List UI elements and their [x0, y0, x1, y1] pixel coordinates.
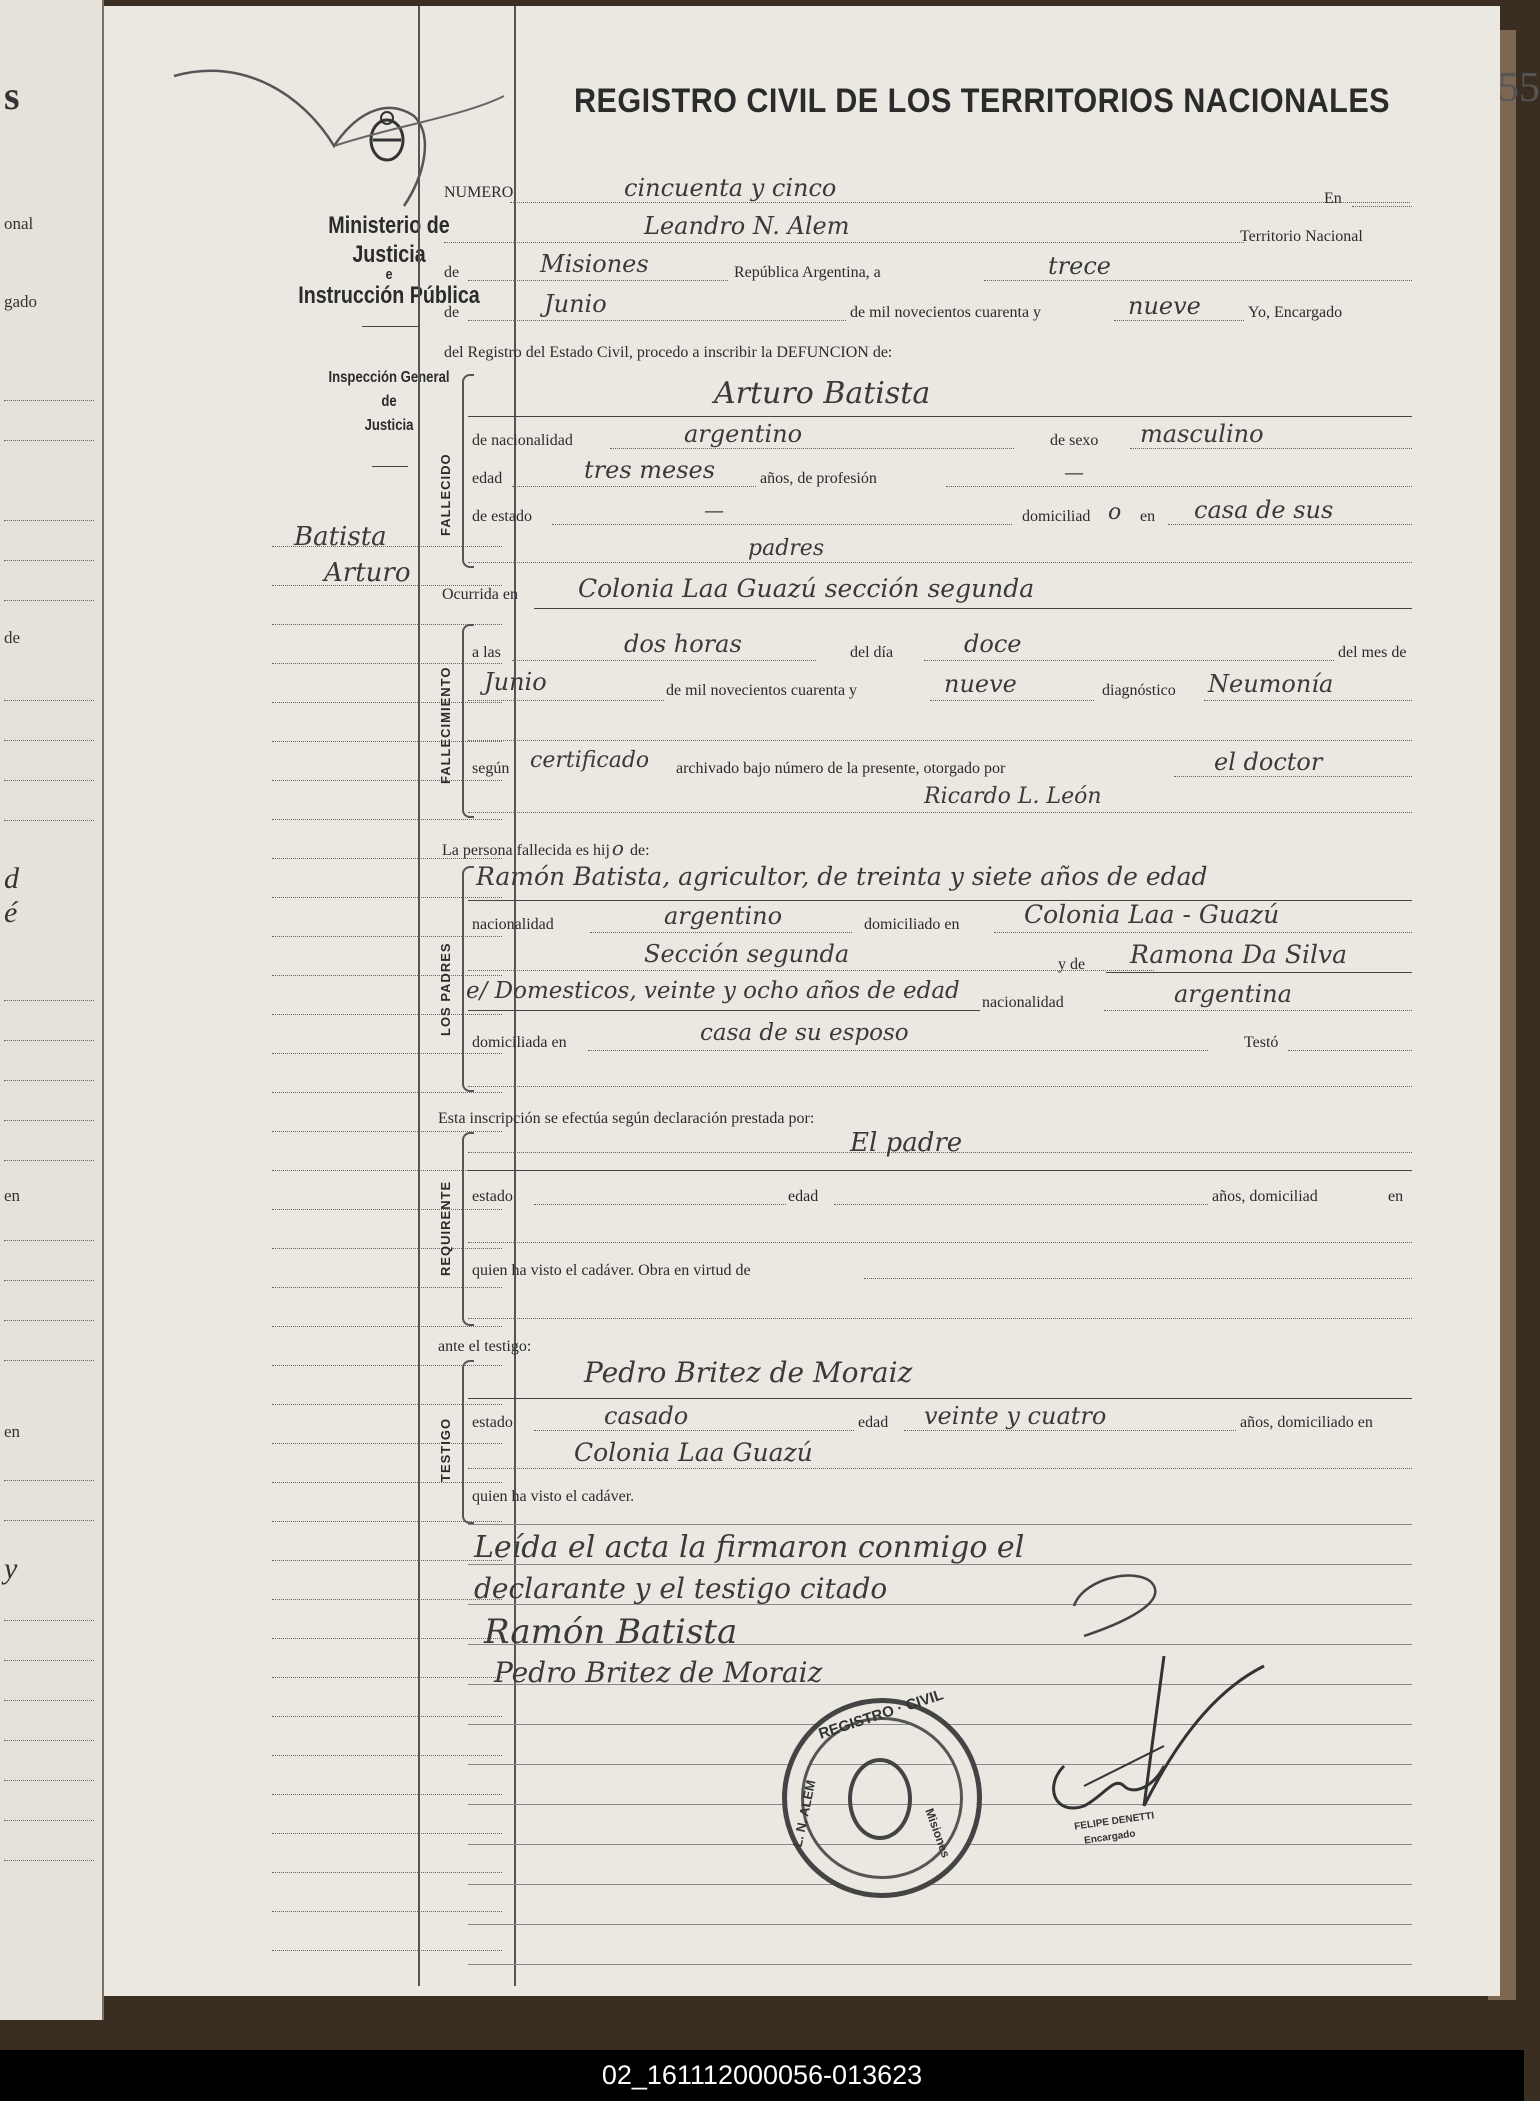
padres-label: LOS PADRES — [438, 942, 453, 1036]
dotted-line — [994, 932, 1412, 933]
seal-emblem-icon — [848, 1758, 912, 1840]
registry-page — [104, 6, 1540, 1996]
ocurrida-label: Ocurrida en — [442, 586, 518, 603]
dotted-line — [930, 700, 1094, 701]
father-line: Ramón Batista, agricultor, de treinta y siete años de edad — [476, 862, 1208, 891]
ministry-line-2: Instrucción Pública — [298, 282, 480, 309]
inspection-line-3: Justicia — [364, 417, 414, 434]
de-label-2: de — [444, 304, 460, 321]
de-label: de — [444, 264, 460, 281]
dotted-line — [924, 660, 1334, 661]
a-las-label: a las — [472, 644, 501, 661]
father-domicilio: Colonia Laa - Guazú — [1024, 900, 1280, 929]
left-fragment: de — [4, 628, 21, 647]
domicilio-cont: padres — [748, 536, 825, 561]
previous-page — [0, 0, 104, 2020]
territory-value: Misiones — [540, 250, 649, 278]
body-ruled-line — [468, 1884, 1412, 1885]
left-fragment: s — [4, 73, 20, 118]
bracket — [462, 1132, 474, 1326]
dotted-line — [444, 242, 1244, 243]
mother-name: Ramona Da Silva — [1130, 940, 1348, 969]
margin-given-name: Arturo — [324, 558, 411, 588]
file-id-bar: 02_161112000056-013623 — [0, 2050, 1524, 2101]
hora-value: dos horas — [624, 630, 742, 658]
otorgado-value: el doctor — [1214, 748, 1323, 776]
closing-line-2: declarante y el testigo citado — [474, 1572, 888, 1605]
ministry-conjunction: e — [385, 266, 393, 283]
margin-ruled-line — [272, 1638, 502, 1639]
dotted-line — [468, 812, 1412, 813]
solid-line — [468, 1398, 1412, 1399]
persona-intro-suffix: o — [611, 836, 624, 860]
testigo-estado-value: casado — [604, 1402, 689, 1430]
dotted-line — [984, 280, 1412, 281]
anos-profesion-label: años, de profesión — [760, 470, 877, 487]
father-nacionalidad-label: nacionalidad — [472, 916, 554, 933]
testigo-edad-value: veinte y cuatro — [924, 1402, 1107, 1430]
estado-value: — — [704, 498, 724, 522]
testigo-estado-label: estado — [472, 1414, 513, 1431]
dotted-line — [1204, 700, 1412, 701]
dotted-line — [864, 1278, 1412, 1279]
dotted-line — [510, 202, 1410, 203]
margin-ruled-line — [272, 1872, 502, 1873]
signature-declarant: Ramón Batista — [484, 1612, 738, 1652]
testigo-intro: ante el testigo: — [438, 1338, 532, 1355]
margin-ruled-line — [272, 1911, 502, 1912]
edad-value: tres meses — [584, 456, 716, 484]
mother-nacionalidad-label: nacionalidad — [982, 994, 1064, 1011]
divider — [372, 466, 408, 467]
dotted-line — [468, 320, 846, 321]
left-fragment: en — [4, 1422, 21, 1441]
dia-value: doce — [964, 630, 1022, 658]
requirente-en-label: en — [1388, 1188, 1404, 1205]
nacionalidad-value: argentino — [684, 420, 803, 448]
dotted-line — [1352, 206, 1412, 207]
ministry-line-1: Ministerio de Justicia — [328, 212, 450, 268]
testigo-label: TESTIGO — [438, 1417, 453, 1482]
divider — [362, 326, 418, 327]
dotted-line — [468, 1242, 1412, 1243]
signature-flourish-icon — [1064, 1566, 1174, 1646]
closing-line-1: Leída el acta la firmaron conmigo el — [474, 1530, 1025, 1565]
margin-ruled-line — [272, 1716, 502, 1717]
body-ruled-line — [468, 1964, 1412, 1965]
ocurrida-value: Colonia Laa Guazú sección segunda — [578, 574, 1035, 603]
day-value: trece — [1048, 252, 1111, 280]
body-ruled-line — [468, 1924, 1412, 1925]
mother-domicilio: casa de su esposo — [700, 1020, 909, 1046]
mother-nacionalidad: argentina — [1174, 980, 1292, 1008]
dotted-line — [1168, 524, 1412, 525]
seal-top-text: REGISTRO · CIVIL — [816, 1686, 946, 1743]
solid-line — [468, 1170, 1412, 1171]
diagnostico-label: diagnóstico — [1102, 682, 1176, 699]
fallecimiento-year-value: nueve — [944, 670, 1017, 698]
left-fragment: en — [4, 1186, 21, 1205]
requirente-value: El padre — [850, 1128, 963, 1158]
body-ruled-line — [468, 1524, 1412, 1525]
edad-label: edad — [472, 470, 503, 487]
inspection-heading — [311, 366, 467, 438]
estado-label: de estado — [472, 508, 532, 525]
fallecimiento-year-prefix: de mil novecientos cuarenta y — [666, 682, 858, 699]
dotted-line — [512, 660, 816, 661]
dotted-line — [1174, 776, 1412, 777]
en-label: En — [1324, 190, 1342, 207]
del-mes-label: del mes de — [1338, 644, 1407, 661]
father-domicilio-cont: Sección segunda — [644, 940, 850, 968]
left-fragment: onal — [4, 214, 34, 233]
margin-ruled-line — [272, 1560, 502, 1561]
year-value: nueve — [1128, 292, 1201, 320]
testigo-name: Pedro Britez de Moraiz — [584, 1356, 913, 1389]
left-fragment: y — [4, 1552, 18, 1585]
margin-ruled-line — [272, 1326, 502, 1327]
requirente-anos-label: años, domiciliad — [1212, 1188, 1318, 1205]
place-value: Leandro N. Alem — [644, 212, 850, 240]
official-name-stamp: FELIPE DENETTI — [1073, 1810, 1155, 1833]
dotted-line — [468, 1086, 1412, 1087]
sexo-value: masculino — [1140, 420, 1264, 448]
testigo-anos-label: años, domiciliado en — [1240, 1414, 1373, 1431]
mother-line: e/ Domesticos, veinte y ocho años de edad — [466, 978, 960, 1004]
margin-ruled-line — [272, 1092, 502, 1093]
profesion-value: — — [1064, 460, 1084, 484]
sexo-label: de sexo — [1050, 432, 1099, 449]
seal-right-text: Misiones — [922, 1806, 954, 1860]
testigo-edad-label: edad — [858, 1414, 889, 1431]
del-dia-label: del día — [850, 644, 894, 661]
diagnostico-value: Neumonía — [1208, 670, 1334, 698]
left-fragment: é — [4, 896, 18, 929]
nacionalidad-label: de nacionalidad — [472, 432, 573, 449]
numero-value: cincuenta y cinco — [624, 174, 837, 202]
father-nacionalidad: argentino — [664, 902, 783, 930]
requirente-visto-label: quien ha visto el cadáver. Obra en virtud de — [472, 1262, 751, 1279]
requirente-estado-label: estado — [472, 1188, 513, 1205]
fallecido-name: Arturo Batista — [714, 376, 931, 411]
requirente-label: REQUIRENTE — [438, 1180, 453, 1276]
month-value: Junio — [544, 290, 607, 318]
mes-value: Junio — [484, 668, 547, 696]
dotted-line — [468, 740, 1412, 741]
domicilio-en: en — [1140, 508, 1156, 525]
official-role-stamp: Encargado — [1083, 1828, 1137, 1847]
domiciliada-label: domiciliada en — [472, 1034, 567, 1051]
column-divider — [418, 6, 420, 1986]
dotted-line — [946, 486, 1412, 487]
solid-line — [468, 416, 1412, 417]
ministry-heading — [295, 211, 484, 310]
dotted-line — [1104, 1010, 1412, 1011]
domicilio-o: o — [1108, 500, 1122, 525]
dotted-line — [904, 1430, 1236, 1431]
solid-line — [1106, 972, 1412, 973]
dotted-line — [512, 486, 756, 487]
margin-ruled-line — [272, 1833, 502, 1834]
republica-text: República Argentina, a — [734, 264, 881, 281]
testo-label: Testó — [1244, 1034, 1279, 1051]
fallecido-label: FALLECIDO — [438, 453, 453, 536]
dotted-line — [610, 448, 1014, 449]
fallecimiento-label: FALLECIMIENTO — [438, 666, 453, 784]
domiciliado-label: domiciliado en — [864, 916, 960, 933]
dotted-line — [468, 562, 1412, 563]
testigo-domicilio-value: Colonia Laa Guazú — [574, 1438, 813, 1467]
dotted-line — [468, 280, 728, 281]
numero-label: NUMERO — [444, 184, 514, 201]
dotted-line — [834, 1204, 1208, 1205]
margin-ruled-line — [272, 1950, 502, 1951]
doctor-name: Ricardo L. León — [924, 784, 1102, 809]
signature-witness: Pedro Britez de Moraiz — [494, 1656, 823, 1689]
seal-left-text: L. N. ALEM — [789, 1778, 819, 1849]
yo-text: Yo, Encargado — [1248, 304, 1343, 321]
page-title: REGISTRO CIVIL DE LOS TERRITORIOS NACIONALES — [574, 82, 1391, 120]
dotted-line — [590, 932, 852, 933]
dotted-line — [468, 1468, 1412, 1469]
domicilio-label: domiciliad — [1022, 508, 1091, 525]
margin-ruled-line — [272, 1794, 502, 1795]
margin-ruled-line — [272, 819, 502, 820]
dotted-line — [534, 1204, 786, 1205]
official-signature-icon — [1024, 1646, 1284, 1856]
certificado-value: certificado — [530, 748, 650, 773]
testigo-visto-label: quien ha visto el cadáver. — [472, 1488, 635, 1505]
dotted-line — [1114, 320, 1244, 321]
year-prefix: de mil novecientos cuarenta y — [850, 304, 1042, 321]
solid-line — [534, 608, 1412, 609]
y-de-label: y de — [1058, 956, 1086, 973]
registro-text: del Registro del Estado Civil, procedo a inscribir la DEFUNCION de: — [444, 344, 893, 361]
domicilio-value: casa de sus — [1194, 496, 1334, 524]
territorio-label: Territorio Nacional — [1240, 228, 1363, 245]
dotted-line — [588, 1050, 1208, 1051]
dotted-line — [468, 1318, 1412, 1319]
dotted-line — [1288, 1050, 1412, 1051]
dotted-line — [1130, 448, 1412, 449]
dotted-line — [468, 700, 664, 701]
persona-intro — [442, 836, 650, 860]
margin-ruled-line — [272, 1755, 502, 1756]
left-fragment: d — [4, 862, 19, 895]
dotted-line — [534, 1430, 854, 1431]
persona-intro-prefix: La persona fallecida es hij — [442, 842, 610, 859]
inspection-line-1: Inspección General — [328, 369, 450, 386]
archivado-text: archivado bajo número de la presente, otorgado por — [676, 760, 1006, 777]
dotted-line — [468, 970, 1154, 971]
requirente-edad-label: edad — [788, 1188, 819, 1205]
margin-ruled-line — [272, 1677, 502, 1678]
left-fragment: gado — [4, 292, 38, 311]
declaracion-text: Esta inscripción se efectúa según declaración prestada por: — [438, 1110, 815, 1127]
persona-intro-end: de: — [629, 842, 650, 859]
solid-line — [468, 1010, 980, 1011]
inspection-line-2: de — [381, 393, 397, 410]
page-number: 55 — [1498, 65, 1540, 111]
margin-ruled-line — [272, 1599, 502, 1600]
dotted-line — [552, 524, 1012, 525]
margin-surname: Batista — [294, 522, 387, 552]
segun-label: según — [472, 760, 510, 777]
